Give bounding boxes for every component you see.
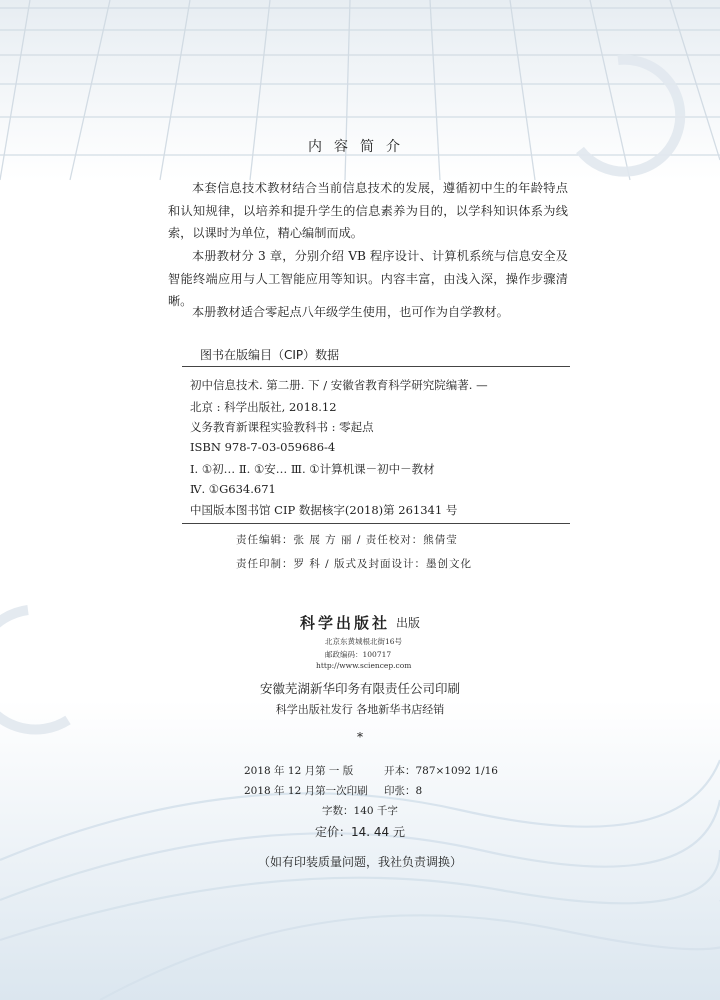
- summary-title: 内容简介: [308, 139, 412, 155]
- cip-verification: 中国版本图书馆 CIP 数据核字(2018)第 261341 号: [190, 503, 458, 517]
- summary-paragraph-1: 本套信息技术教材结合当前信息技术的发展，遵循初中生的年龄特点和认知规律，以培养和提升学生的信息素养为目的，以学科知识体系为线索，以课时为单位，精心编制而成。: [168, 181, 568, 240]
- publisher-name: 科学出版社: [300, 614, 391, 632]
- credits-production: 责任印制：罗 科 / 版式及封面设计：墨创文化: [236, 558, 473, 570]
- format-line: 开本：787×1092 1/16: [384, 765, 498, 777]
- printing-line: 2018 年 12 月第一次印刷: [244, 785, 368, 797]
- summary-paragraph-3: 本册教材适合零起点八年级学生使用，也可作为自学教材。: [192, 305, 509, 319]
- separator-star: *: [357, 730, 363, 744]
- cip-line-6: Ⅳ. ①G634.671: [190, 482, 276, 496]
- word-count: 字数：140 千字: [322, 805, 398, 817]
- cip-top-rule: [182, 366, 570, 367]
- publisher-postcode: 邮政编码：100717: [325, 650, 392, 659]
- sheets-line: 印张：8: [384, 785, 423, 797]
- cip-line-2: 北京 : 科学出版社, 2018.12: [190, 400, 337, 414]
- cip-line-5: Ⅰ. ①初… Ⅱ. ①安… Ⅲ. ①计算机课－初中－教材: [190, 462, 435, 476]
- cip-line-4: ISBN 978-7-03-059686-4: [190, 440, 336, 454]
- edition-line: 2018 年 12 月第 一 版: [244, 765, 354, 777]
- cip-line-3: 义务教育新课程实验教科书 : 零起点: [190, 420, 374, 434]
- price-line: 定价：14. 44 元: [315, 825, 405, 839]
- cip-line-1: 初中信息技术. 第二册. 下 / 安徽省教育科学研究院编著. —: [190, 378, 488, 392]
- quality-notice: （如有印装质量问题，我社负责调换）: [257, 855, 462, 869]
- cip-bottom-rule: [182, 523, 570, 524]
- printer-line: 安徽芜湖新华印务有限责任公司印刷: [259, 681, 460, 696]
- publisher-suffix: 出版: [396, 616, 421, 630]
- credits-editors: 责任编辑：张 展 方 丽 / 责任校对：熊倩莹: [236, 534, 458, 546]
- publisher-address: 北京东黄城根北街16号: [325, 637, 403, 646]
- cip-heading: 图书在版编目（CIP）数据: [200, 348, 340, 362]
- summary-paragraph-2: 本册教材分 3 章，分别介绍 VB 程序设计、计算机系统与信息安全及智能终端应用与人工智能应用等知识。内容丰富，由浅入深，操作步骤清晰。: [168, 249, 568, 308]
- publisher-website: http://www.sciencep.com: [316, 661, 412, 670]
- distribution-line: 科学出版社发行 各地新华书店经销: [275, 703, 445, 716]
